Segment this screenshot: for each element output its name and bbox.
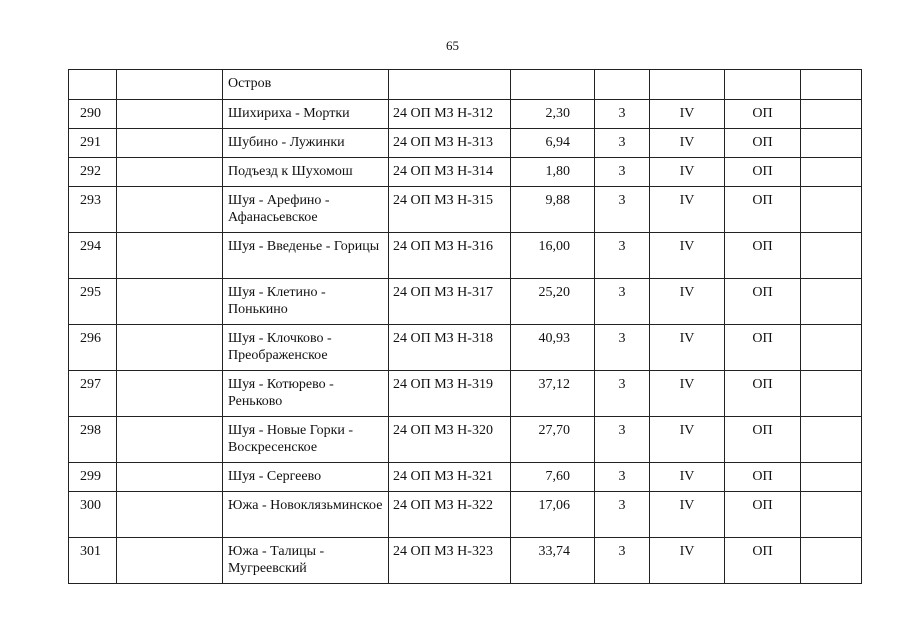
- cell-class: IV: [650, 158, 725, 187]
- cell-empty: [801, 129, 862, 158]
- cell-empty: [801, 70, 862, 100]
- cell-road-name: Остров: [223, 70, 389, 100]
- table-row: [69, 100, 862, 129]
- cell-empty: [801, 463, 862, 492]
- cell-number: 293: [69, 187, 117, 233]
- cell-category: 3: [595, 325, 650, 371]
- cell-road-code: 24 ОП МЗ Н-312: [389, 100, 511, 129]
- cell-category: 3: [595, 158, 650, 187]
- cell-number: 296: [69, 325, 117, 371]
- cell-road-code: 24 ОП МЗ Н-315: [389, 187, 511, 233]
- cell-length: 33,74: [511, 538, 595, 584]
- cell-class: IV: [650, 187, 725, 233]
- cell-type: ОП: [725, 129, 801, 158]
- cell-class: IV: [650, 492, 725, 538]
- cell-empty: [117, 371, 223, 417]
- table-row: [69, 279, 862, 325]
- cell-number: 291: [69, 129, 117, 158]
- cell-road-name: Подъезд к Шухомош: [223, 158, 389, 187]
- cell-empty: [801, 371, 862, 417]
- cell-empty: [801, 100, 862, 129]
- cell-type: ОП: [725, 233, 801, 279]
- cell-empty: [117, 463, 223, 492]
- cell-number: 294: [69, 233, 117, 279]
- cell-type: ОП: [725, 158, 801, 187]
- table-row: [69, 538, 862, 584]
- cell-number: 298: [69, 417, 117, 463]
- cell-category: 3: [595, 492, 650, 538]
- cell-empty: [511, 70, 595, 100]
- cell-road-code: 24 ОП МЗ Н-321: [389, 463, 511, 492]
- cell-empty: [389, 70, 511, 100]
- roads-table: [68, 69, 862, 584]
- cell-category: 3: [595, 279, 650, 325]
- cell-road-code: 24 ОП МЗ Н-313: [389, 129, 511, 158]
- cell-length: 25,20: [511, 279, 595, 325]
- table-body: [69, 70, 862, 584]
- cell-empty: [117, 158, 223, 187]
- cell-road-name: Шихириха - Мортки: [223, 100, 389, 129]
- cell-empty: [801, 279, 862, 325]
- cell-empty: [725, 70, 801, 100]
- cell-category: 3: [595, 100, 650, 129]
- cell-empty: [801, 492, 862, 538]
- cell-number: 300: [69, 492, 117, 538]
- cell-number: 299: [69, 463, 117, 492]
- cell-empty: [117, 325, 223, 371]
- cell-class: IV: [650, 371, 725, 417]
- cell-road-code: 24 ОП МЗ Н-318: [389, 325, 511, 371]
- cell-class: IV: [650, 100, 725, 129]
- cell-empty: [595, 70, 650, 100]
- table-row: [69, 371, 862, 417]
- cell-length: 37,12: [511, 371, 595, 417]
- cell-category: 3: [595, 371, 650, 417]
- cell-road-code: 24 ОП МЗ Н-317: [389, 279, 511, 325]
- cell-road-name: Южа - Талицы - Мугреевский: [223, 538, 389, 584]
- table-row: [69, 492, 862, 538]
- cell-road-name: Шуя - Клочково - Преображенское: [223, 325, 389, 371]
- cell-type: ОП: [725, 279, 801, 325]
- cell-road-code: 24 ОП МЗ Н-316: [389, 233, 511, 279]
- cell-category: 3: [595, 538, 650, 584]
- cell-road-name: Шуя - Введенье - Горицы: [223, 233, 389, 279]
- table-row: [69, 417, 862, 463]
- cell-number: 301: [69, 538, 117, 584]
- table-row: [69, 325, 862, 371]
- cell-class: IV: [650, 417, 725, 463]
- cell-type: ОП: [725, 463, 801, 492]
- cell-road-name: Шубино - Лужинки: [223, 129, 389, 158]
- cell-empty: [801, 417, 862, 463]
- cell-empty: [801, 187, 862, 233]
- cell-road-name: Южа - Новоклязьминское: [223, 492, 389, 538]
- table-row: [69, 233, 862, 279]
- cell-empty: [69, 70, 117, 100]
- cell-length: 2,30: [511, 100, 595, 129]
- cell-road-name: Шуя - Клетино - Понькино: [223, 279, 389, 325]
- cell-empty: [117, 187, 223, 233]
- cell-class: IV: [650, 538, 725, 584]
- cell-road-code: 24 ОП МЗ Н-322: [389, 492, 511, 538]
- table-row: [69, 463, 862, 492]
- cell-number: 297: [69, 371, 117, 417]
- cell-empty: [801, 158, 862, 187]
- cell-empty: [801, 325, 862, 371]
- cell-road-code: 24 ОП МЗ Н-319: [389, 371, 511, 417]
- cell-length: 1,80: [511, 158, 595, 187]
- cell-empty: [117, 129, 223, 158]
- cell-empty: [801, 233, 862, 279]
- cell-road-name: Шуя - Котюрево - Реньково: [223, 371, 389, 417]
- cell-empty: [650, 70, 725, 100]
- cell-type: ОП: [725, 100, 801, 129]
- cell-road-name: Шуя - Арефино - Афанасьевское: [223, 187, 389, 233]
- cell-empty: [117, 70, 223, 100]
- cell-road-name: Шуя - Сергеево: [223, 463, 389, 492]
- cell-empty: [117, 279, 223, 325]
- page-number: 65: [446, 38, 459, 53]
- cell-class: IV: [650, 233, 725, 279]
- cell-type: ОП: [725, 538, 801, 584]
- cell-category: 3: [595, 233, 650, 279]
- cell-number: 290: [69, 100, 117, 129]
- cell-length: 17,06: [511, 492, 595, 538]
- cell-type: ОП: [725, 371, 801, 417]
- cell-category: 3: [595, 417, 650, 463]
- cell-empty: [117, 233, 223, 279]
- cell-length: 40,93: [511, 325, 595, 371]
- cell-category: 3: [595, 187, 650, 233]
- cell-road-code: 24 ОП МЗ Н-320: [389, 417, 511, 463]
- table-row: [69, 187, 862, 233]
- cell-number: 295: [69, 279, 117, 325]
- cell-empty: [801, 538, 862, 584]
- cell-empty: [117, 492, 223, 538]
- cell-length: 9,88: [511, 187, 595, 233]
- cell-road-name: Шуя - Новые Горки - Воскресенское: [223, 417, 389, 463]
- table-row: [69, 70, 862, 100]
- cell-type: ОП: [725, 492, 801, 538]
- cell-length: 27,70: [511, 417, 595, 463]
- cell-empty: [117, 417, 223, 463]
- cell-class: IV: [650, 279, 725, 325]
- cell-length: 16,00: [511, 233, 595, 279]
- cell-type: ОП: [725, 187, 801, 233]
- cell-road-code: 24 ОП МЗ Н-314: [389, 158, 511, 187]
- cell-class: IV: [650, 463, 725, 492]
- cell-empty: [117, 538, 223, 584]
- cell-road-code: 24 ОП МЗ Н-323: [389, 538, 511, 584]
- cell-length: 6,94: [511, 129, 595, 158]
- cell-category: 3: [595, 463, 650, 492]
- cell-category: 3: [595, 129, 650, 158]
- table-row: [69, 129, 862, 158]
- cell-class: IV: [650, 325, 725, 371]
- cell-class: IV: [650, 129, 725, 158]
- cell-length: 7,60: [511, 463, 595, 492]
- cell-empty: [117, 100, 223, 129]
- cell-number: 292: [69, 158, 117, 187]
- cell-type: ОП: [725, 417, 801, 463]
- cell-type: ОП: [725, 325, 801, 371]
- table-row: [69, 158, 862, 187]
